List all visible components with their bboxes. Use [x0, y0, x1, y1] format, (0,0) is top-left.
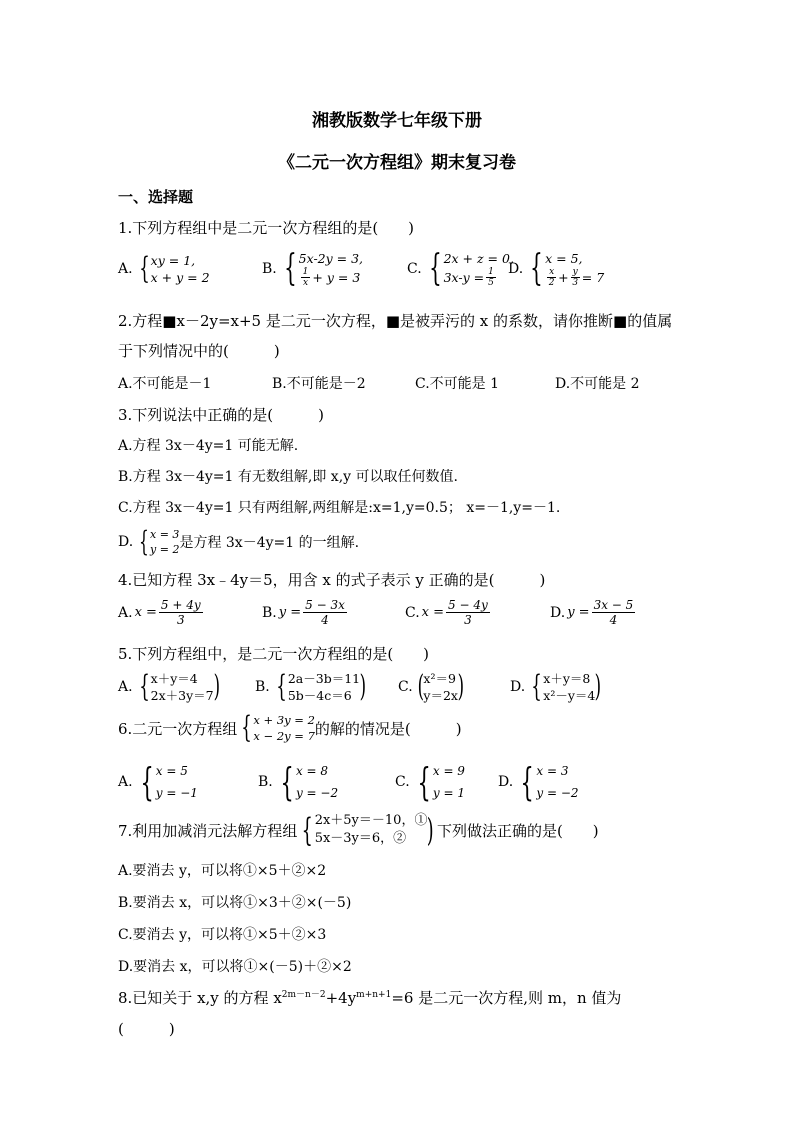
math-text: x＋y＝4 [150, 671, 198, 686]
question-4-option-c [405, 598, 492, 627]
math-text: 3x − 5 [593, 598, 634, 612]
math-text: x = 8 [295, 764, 329, 778]
question-3-option-b: B.方程 3x－4y=1 有无数组解,即 x,y 可以取任何数值. [118, 469, 458, 485]
question-4-option-a [118, 598, 205, 627]
math-text: x＋y＝8 [543, 671, 591, 686]
section-heading: 一、选择题 [118, 188, 194, 206]
math-text: 7.利用加减消元法解方程组 [118, 821, 298, 840]
math-text: +4y [325, 989, 357, 1007]
question-2-option-c: C.不可能是 1 [415, 376, 500, 392]
math-text: y = [567, 605, 590, 620]
math-text: D. [510, 679, 526, 695]
math-text: 2x＋3y＝7 [150, 688, 214, 703]
math-text: 5b－4c＝6 [287, 688, 352, 703]
question-4-option-d [550, 598, 637, 627]
math-text: x = 9 [432, 764, 465, 778]
math-text: 2 [548, 278, 555, 288]
question-7-option-c: C.要消去 y，可以将①×5＋②×3 [118, 927, 327, 943]
math-text: x = 3 [536, 764, 569, 778]
question-7-option-b: B.要消去 x，可以将①×3＋②×(－5) [118, 895, 352, 911]
math-text: + [558, 270, 569, 285]
question-6-option-b: B. { x = 8 y = −2 [258, 760, 339, 804]
question-1-option-c: C. { 2x + z = 0, 3x-y = $\frac{1}{5}$ [407, 248, 514, 289]
question-6-option-d: D. { x = 3 y = −2 [498, 760, 579, 804]
math-text: 1 [302, 267, 309, 277]
question-4-stem: 4.已知方程 3x﹣4y＝5，用含 x 的式子表示 y 正确的是( ) [118, 571, 546, 589]
math-text: 5 − 4y [448, 598, 488, 612]
question-6-option-a: A. { x = 5 y = −1 [118, 760, 198, 804]
math-text: C. [407, 261, 422, 277]
math-text: 6.二元一次方程组 [118, 719, 238, 738]
question-7-stem: 7.利用加减消元法解方程组 { 2x＋5y＝－10，① 5x－3y＝6，② ) 下列做法正确的是( ) [118, 811, 599, 849]
question-5-option-a: A. { x＋y＝4 2x＋3y＝7 ) [118, 669, 220, 704]
math-text: 5 [488, 278, 494, 288]
math-text: x = 5 [155, 764, 188, 778]
question-2-stem-line1: 2.方程■x－2y=x+5 是二元一次方程，■是被弄污的 x 的系数，请你推断■的值属 [118, 312, 673, 330]
math-text: x = 3 [150, 528, 180, 541]
math-text: A. [118, 604, 133, 621]
math-text: 2m－n－2 [281, 990, 326, 1000]
math-text: D. [550, 604, 566, 621]
math-text: 5 − 3x [305, 598, 345, 612]
math-text: B. [262, 261, 277, 277]
question-1-stem: 1.下列方程组中是二元一次方程组的是( ) [118, 219, 415, 237]
math-text: x²－y＝4 [543, 688, 596, 703]
question-3-option-a: A.方程 3x－4y=1 可能无解. [118, 438, 299, 454]
question-6-stem: 6.二元一次方程组 { x + 3y = 2 x − 2y = 7 的解的情况是( ) [118, 710, 462, 745]
math-text: y [572, 267, 578, 277]
math-text: 2a－3b＝11 [287, 671, 361, 686]
math-text: 3 [176, 613, 185, 627]
question-6-option-c: C. { x = 9 y = 1 [395, 760, 465, 804]
math-text: 下列做法正确的是( ) [436, 821, 599, 840]
question-1-option-d: D. { x = 5, $\frac{x}{2}$ + $\frac{y}{3}$ = 7 [508, 248, 605, 289]
math-text: m+n+1 [356, 990, 392, 1000]
question-4-option-b [262, 598, 349, 627]
math-text: A. [118, 261, 133, 277]
page-subtitle: 《二元一次方程组》期末复习卷 [278, 153, 516, 173]
math-text: y = 1 [432, 786, 465, 800]
math-text: x = 5, [545, 251, 583, 266]
question-3-option-d: D. { x = 3 y = 2 是方程 3x－4y=1 的一组解. [118, 525, 360, 558]
math-text: y = −1 [155, 786, 198, 800]
math-text: B. [262, 604, 277, 621]
math-text: 2x＋5y＝－10，① [314, 813, 428, 828]
math-text: x = [134, 605, 157, 620]
question-2-option-b: B.不可能是－2 [272, 376, 366, 392]
question-3-stem: 3.下列说法中正确的是( ) [118, 406, 325, 424]
question-1-option-b: B. { 5x-2y = 3, $\frac{1}{x}$ + y = 3 [262, 248, 364, 289]
math-text: x = [421, 605, 445, 620]
question-7-option-a: A.要消去 y，可以将①×5＋②×2 [118, 863, 327, 879]
math-text: C. [398, 679, 413, 695]
question-7-option-d: D.要消去 x，可以将①×(－5)＋②×2 [118, 959, 352, 975]
math-text: 是方程 3x－4y=1 的一组解. [179, 535, 360, 551]
math-text: y = [278, 605, 302, 620]
math-text: x [549, 267, 555, 277]
question-5-option-b: B. { 2a－3b＝11 5b－4c＝6 ) [255, 669, 367, 704]
math-text: C. [405, 604, 420, 621]
math-text: C. [395, 774, 410, 790]
math-text: D. [118, 534, 134, 550]
math-text: B. [255, 679, 270, 695]
math-text: 3 [572, 278, 579, 288]
math-text: 3 [464, 613, 472, 627]
math-text: y = −2 [295, 786, 339, 800]
math-text: =6 是二元一次方程,则 m，n 值为 [391, 989, 622, 1007]
question-5-stem: 5.下列方程组中，是二元一次方程组的是( ) [118, 645, 430, 663]
math-text: 4 [321, 613, 329, 627]
math-text: 3x-y = [443, 270, 485, 285]
math-text: x + y = 2 [150, 270, 210, 285]
math-text: = 7 [581, 270, 605, 285]
question-2-option-a: A.不可能是－1 [118, 376, 212, 392]
math-text: y = 2 [150, 543, 180, 556]
question-2-stem-line2: 于下列情况中的( ) [118, 342, 280, 360]
math-text: A. [118, 679, 133, 695]
page-title: 湘教版数学七年级下册 [312, 111, 482, 131]
math-text: D. [508, 261, 524, 277]
math-text: xy = 1, [150, 253, 196, 268]
question-8-stem-line2: ( ) [118, 1020, 175, 1038]
math-text: 4 [609, 613, 618, 627]
math-text: y＝2x [423, 688, 458, 703]
question-5-option-d: D. { x＋y＝8 x²－y＝4 ) [510, 669, 602, 704]
math-text: 5x-2y = 3, [298, 251, 364, 266]
math-text: 1 [488, 267, 494, 277]
math-text: 5x－3y＝6，② [314, 831, 407, 846]
math-text: 的解的情况是( ) [314, 719, 462, 738]
math-text: B. [258, 774, 273, 790]
question-5-option-c: C. ( x²＝9 y＝2x ) [398, 669, 465, 704]
math-text: D. [498, 774, 514, 790]
math-text: x + 3y = 2 [253, 713, 315, 727]
math-text: x [302, 278, 309, 288]
math-text: + y = 3 [312, 270, 361, 285]
math-text: 5 + 4y [160, 598, 201, 612]
math-text: A. [118, 774, 133, 790]
math-text: 8.已知关于 x,y 的方程 x [118, 989, 282, 1007]
math-text: y = −2 [536, 786, 579, 800]
math-text: 2x + z = 0, [443, 251, 514, 266]
math-text: x − 2y = 7 [253, 729, 315, 743]
math-text: x²＝9 [423, 671, 456, 686]
question-2-option-d: D.不可能是 2 [555, 376, 640, 392]
question-1-option-a: A. { xy = 1, x + y = 2 [118, 251, 210, 286]
question-8-stem-line1 [118, 987, 621, 1008]
question-3-option-c: C.方程 3x－4y=1 只有两组解,两组解是:x=1,y=0.5； x=－1,y=－1. [118, 500, 561, 516]
